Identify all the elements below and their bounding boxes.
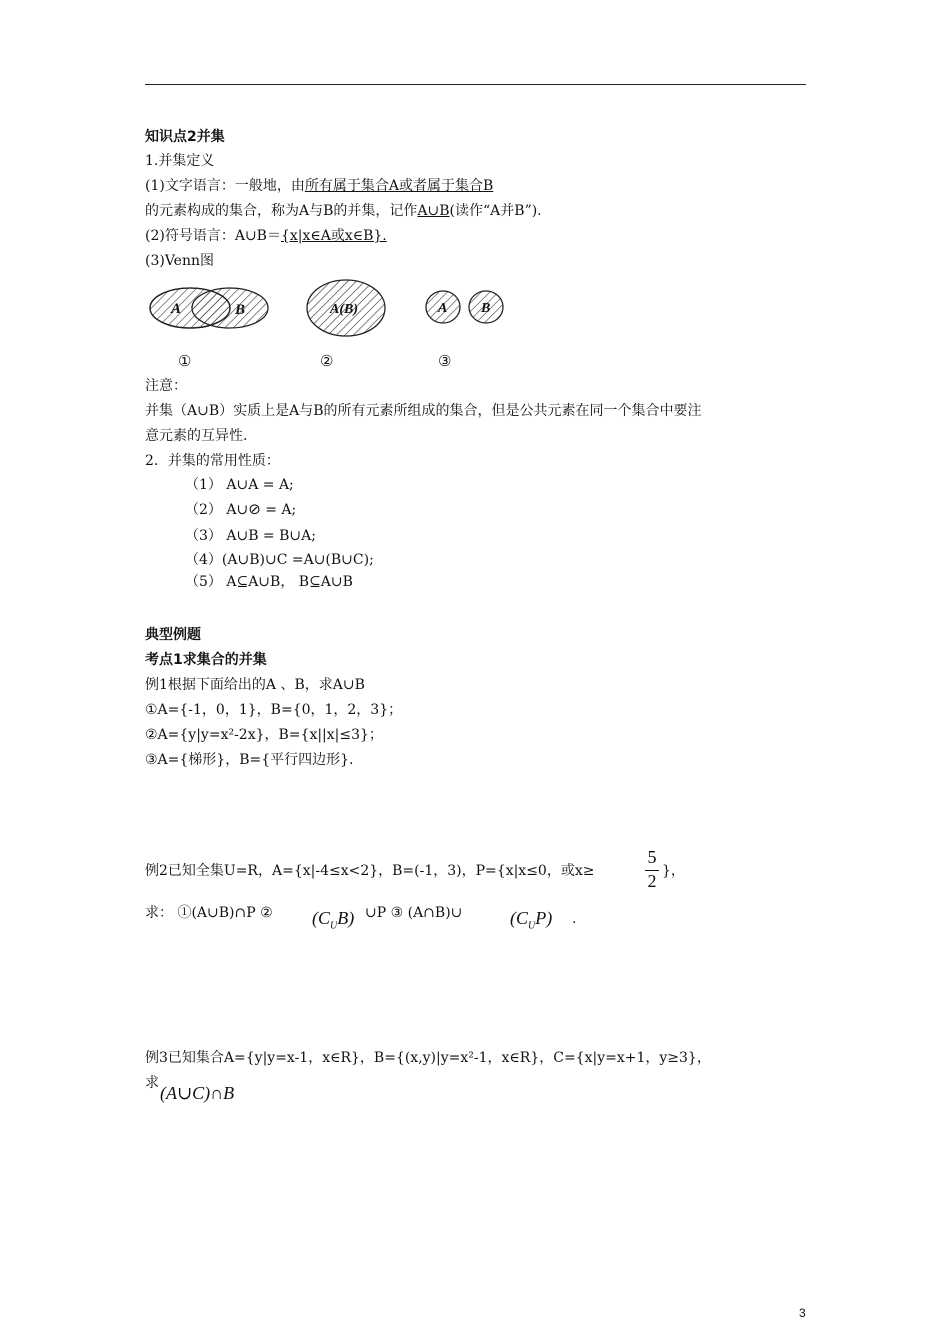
text-language-cont2: (读作“A并B”). — [449, 203, 542, 219]
text-language-continuation — [145, 202, 542, 220]
venn-1-label-b: B — [235, 302, 246, 318]
symbol-language-set: {x|x∈A或x∈B}. — [280, 228, 387, 244]
venn-1-overlap — [150, 288, 268, 328]
venn-caption-1: ① — [178, 352, 192, 370]
union-notation: A∪B — [417, 203, 450, 219]
example-1-item-3: ③A={梯形}，B={平行四边形}. — [145, 752, 354, 768]
venn-3-label-b: B — [481, 301, 491, 316]
note-heading: 注意： — [145, 378, 187, 394]
venn-caption-2: ② — [320, 352, 334, 370]
example-2-text: 例2已知全集U=R，A={x|-4≤x<2}，B=(-1，3)，P={x|x≤0，或x≥ — [145, 863, 595, 879]
note-line-2: 意元素的互异性. — [145, 428, 248, 444]
fraction-numerator: 5 — [647, 847, 657, 867]
complement-b — [312, 908, 354, 932]
complement-p-sub: U — [528, 920, 536, 932]
complement-b-sub: U — [330, 920, 338, 932]
symbol-language-line — [145, 227, 387, 245]
complement-p — [510, 908, 552, 932]
section-title: 知识点2并集 — [145, 129, 225, 145]
property-2-text: （2） A∪ — [185, 502, 249, 518]
header-rule — [145, 84, 806, 85]
definition-heading: 1.并集定义 — [145, 153, 215, 169]
example-2-ask-1: 求： ①(A∪B)∩P ② — [145, 905, 273, 921]
text-language-line — [145, 177, 493, 195]
complement-b-open: (C — [312, 908, 330, 928]
symbol-language-prefix: (2)符号语言：A∪B＝ — [145, 228, 281, 244]
example-2-tail: }， — [662, 863, 685, 879]
kaodian-heading: 考点1求集合的并集 — [145, 652, 267, 668]
example-3-expression: (A∪C)∩B — [160, 1083, 235, 1103]
empty-set-icon: ⊘ — [248, 500, 261, 518]
note-line-1: 并集（A∪B）实质上是A与B的所有元素所组成的集合，但是公共元素在同一个集合中要注 — [145, 403, 702, 419]
example-1-title: 例1根据下面给出的A 、B，求A∪B — [145, 677, 365, 693]
page-number: 3 — [799, 1306, 806, 1320]
venn-3-disjoint — [426, 291, 503, 323]
complement-p-open: (C — [510, 908, 528, 928]
text-language-prefix: (1)文字语言：一般地，由 — [145, 178, 305, 194]
venn-caption-3: ③ — [438, 352, 452, 370]
venn-2-equal — [307, 280, 385, 336]
complement-b-close: B) — [337, 908, 355, 928]
example-3-line: 例3已知集合A={y|y=x-1，x∈R}，B={(x,y)|y=x²-1，x∈R}，C={x|y=x+1，y≥3}， — [145, 1050, 711, 1066]
example-2-ask — [145, 904, 273, 922]
examples-heading: 典型例题 — [145, 627, 201, 643]
property-2-tail: = A; — [260, 502, 297, 518]
fraction-denominator: 2 — [647, 871, 657, 891]
venn-2-label: A(B) — [330, 302, 358, 317]
property-4: （4）(A∪B)∪C =A∪(B∪C); — [185, 552, 374, 568]
property-2 — [185, 500, 296, 519]
venn-1-label-a: A — [171, 301, 182, 317]
example-3-ask: 求 — [145, 1075, 159, 1091]
example-2-ask-2: ∪P ③ (A∩B)∪ — [365, 905, 463, 921]
example-1-item-2: ②A={y|y=x²-2x}，B={x||x|≤3}； — [145, 727, 383, 743]
text-language-underlined: 所有属于集合A或者属于集合B — [304, 178, 494, 194]
complement-p-close: P) — [535, 908, 553, 928]
properties-heading: 2．并集的常用性质： — [145, 453, 280, 469]
property-3: （3） A∪B = B∪A; — [185, 528, 316, 544]
property-1: （1） A∪A = A; — [185, 477, 294, 493]
venn-diagrams — [145, 280, 505, 340]
text-language-cont1: 的元素构成的集合，称为A与B的并集，记作 — [145, 203, 418, 219]
example-2-line — [145, 862, 594, 880]
example-2-period: . — [572, 911, 577, 927]
venn-heading: (3)Venn图 — [145, 253, 214, 269]
property-5: （5） A⊆A∪B， B⊆A∪B — [185, 574, 353, 590]
example-1-item-1: ①A={-1，0，1}，B={0，1，2，3}； — [145, 702, 403, 718]
venn-3-label-a: A — [438, 301, 448, 316]
